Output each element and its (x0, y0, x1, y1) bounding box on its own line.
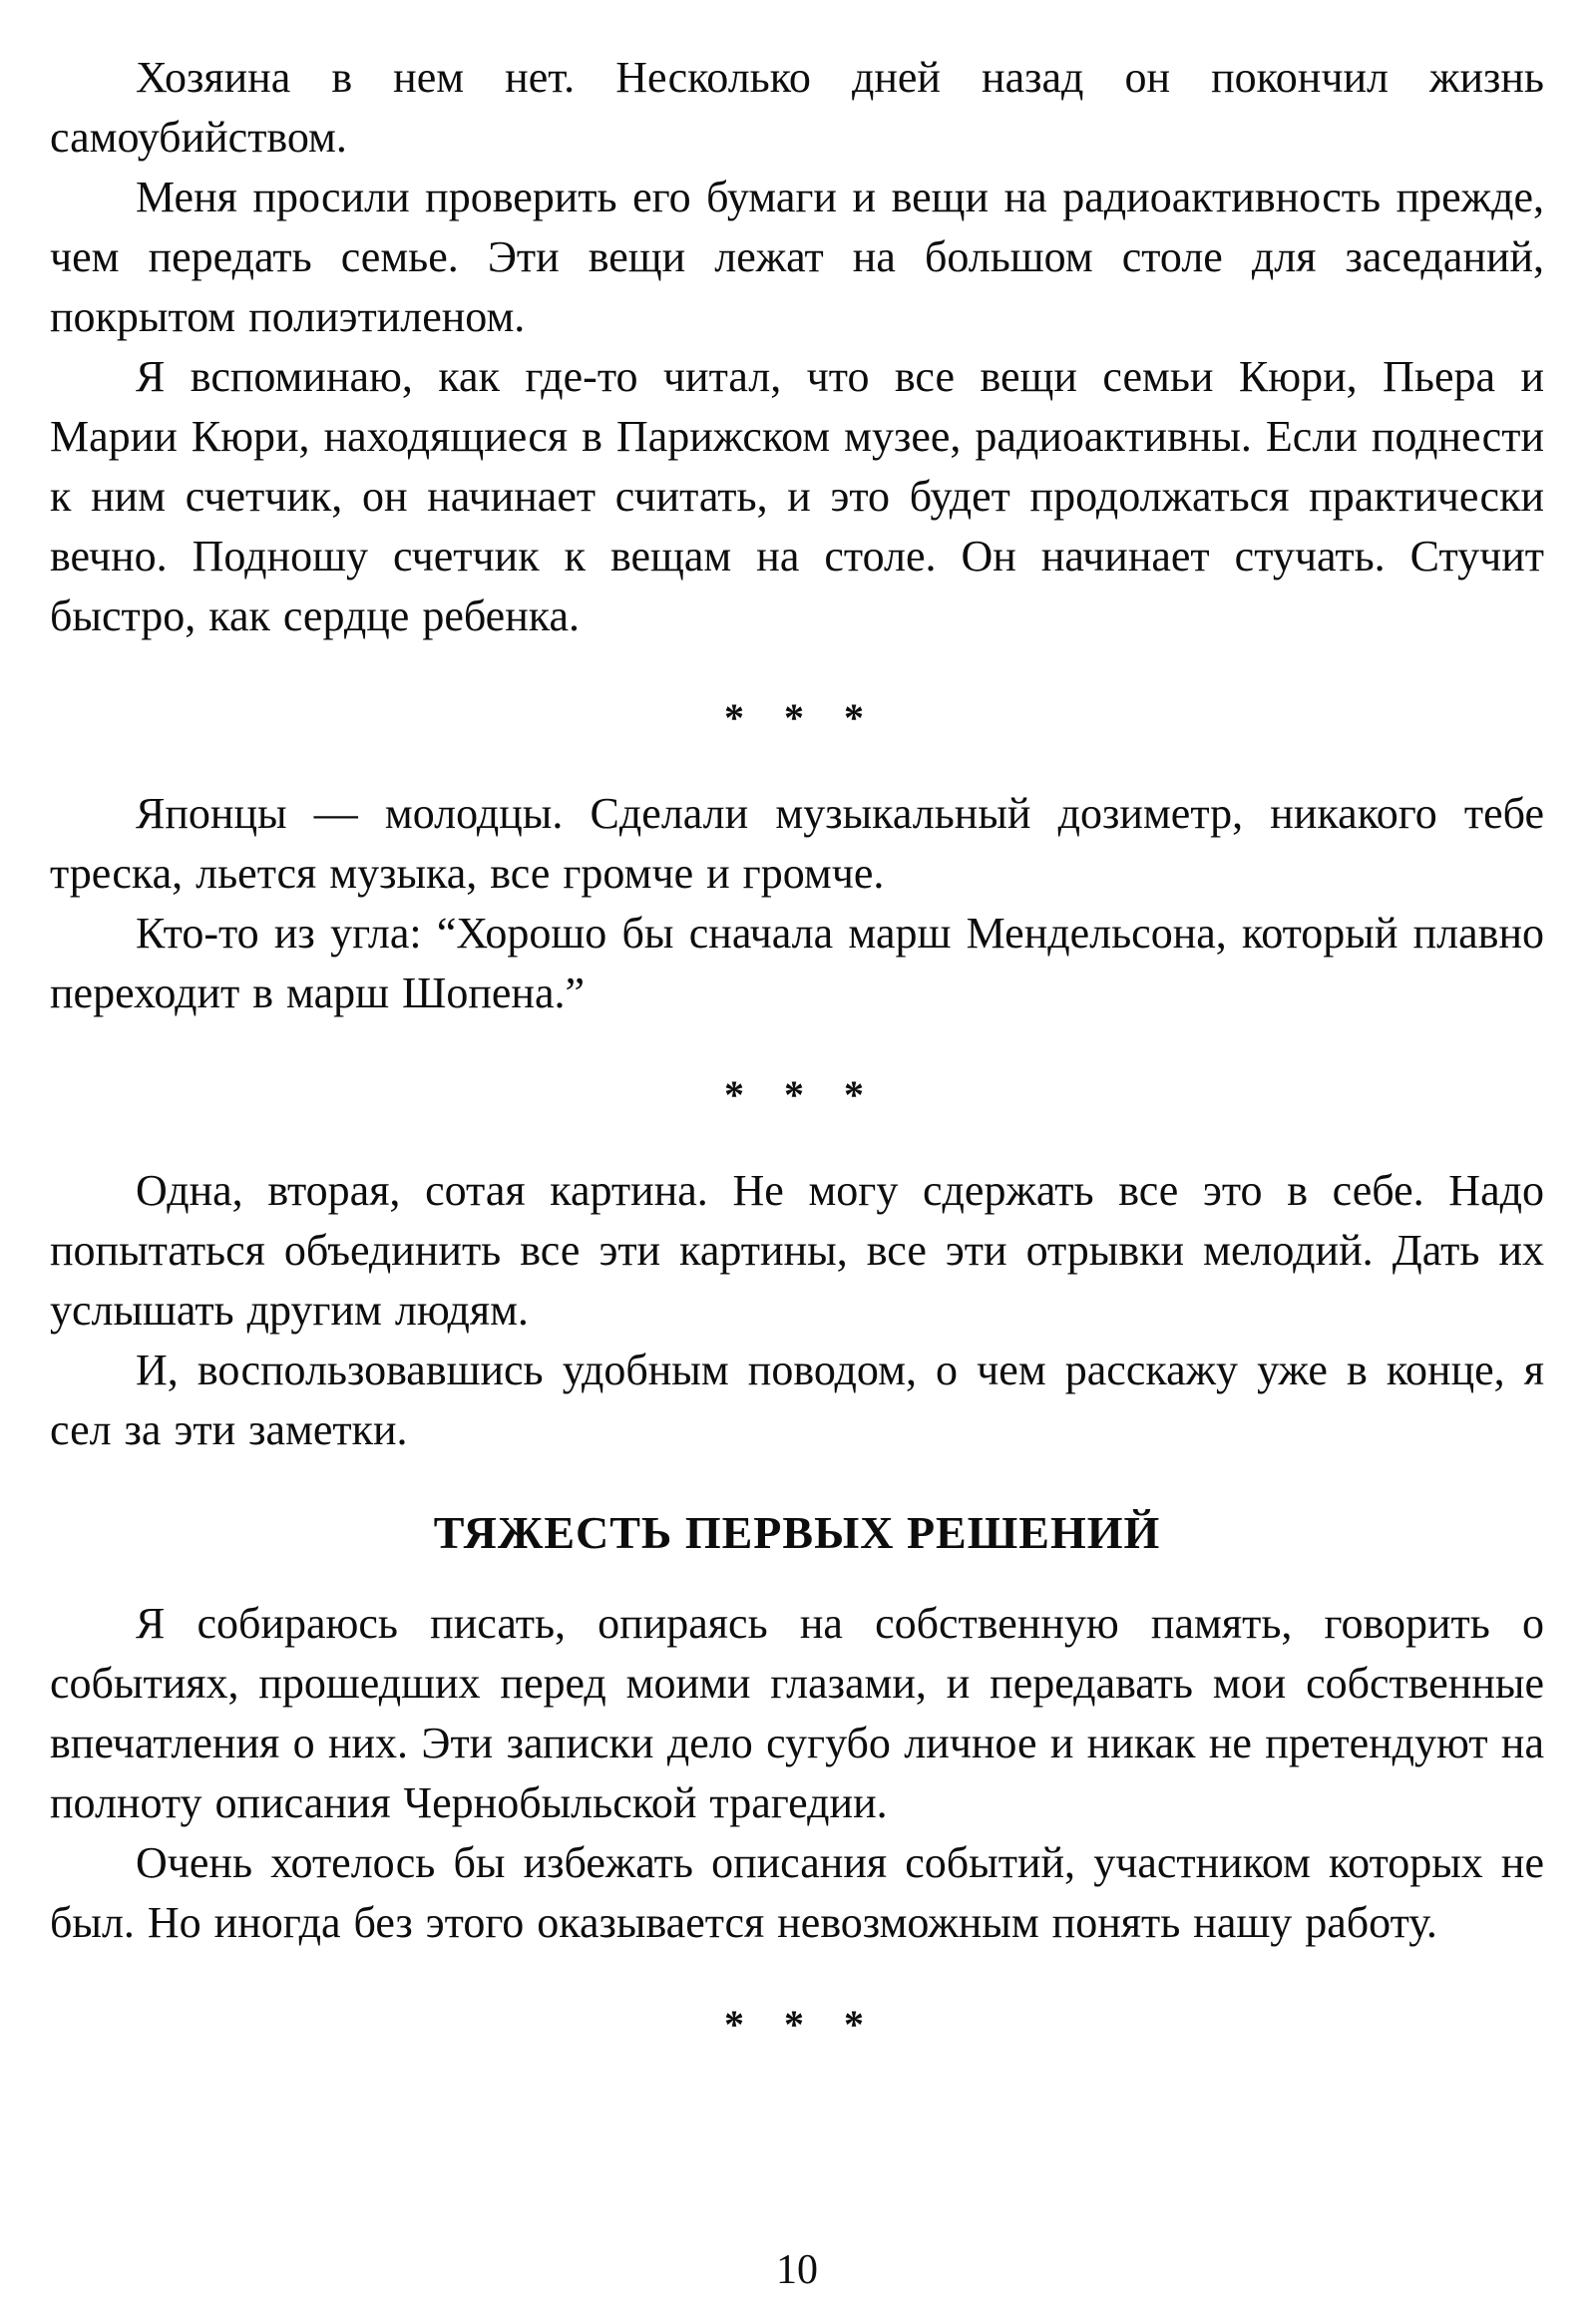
paragraph-avoid-descriptions: Очень хотелось бы избежать описания событий, участником которых не был. Но иногда без этого оказывается невозможным понять нашу работу. (50, 1838, 1544, 1947)
bottom-spacer (50, 2091, 1544, 2228)
page-number: 10 (776, 2247, 818, 2293)
paragraph-check-belongings: Меня просили проверить его бумаги и вещи на радиоактивность прежде, чем передать семье. Эти вещи лежат на большом столе для заседаний, покрытом полиэтиленом. (50, 173, 1544, 341)
paragraph-japanese-dosimeter: Японцы — молодцы. Сделали музыкальный дозиметр, никакого тебе треска, льется музыка, все громче и громче. (50, 789, 1544, 898)
paragraph-owner-gone: Хозяина в нем нет. Несколько дней назад он покончил жизнь самоубийством. (50, 53, 1544, 162)
section-separator: * * * (724, 2002, 870, 2047)
paragraph-writing-from-memory: Я собираюсь писать, опираясь на собственную память, говорить о событиях, прошедших перед моими глазами, и передавать мои собственные впечатления о них. Эти записки дело сугубо личное и никак не претендуют на полноту описания Чернобыльской трагедии. (50, 1599, 1544, 1827)
paragraph-began-notes: И, воспользовавшись удобным поводом, о чем расскажу уже в конце, я сел за эти заметки. (50, 1346, 1544, 1454)
paragraph-curie-museum: Я вспоминаю, как где-то читал, что все вещи семьи Кюри, Пьера и Марии Кюри, находящиеся в Парижском музее, радиоактивны. Если поднести к ним счетчик, он начинает считать, и это будет продолжаться практически вечно. Подношу счетчик к вещам на столе. Он начинает стучать. Стучит быстро, как сердце ребенка. (50, 352, 1544, 640)
section-separator: * * * (724, 1072, 870, 1117)
chapter-heading: ТЯЖЕСТЬ ПЕРВЫХ РЕШЕНИЙ (433, 1507, 1161, 1558)
section-separator: * * * (724, 695, 870, 740)
paragraph-mendelssohn-quote: Кто-то из угла: “Хорошо бы сначала марш Мендельсона, который плавно переходит в марш Шопена.” (50, 909, 1544, 1017)
paragraph-hundred-pictures: Одна, вторая, сотая картина. Не могу сдержать все это в себе. Надо попытаться объединить все эти картины, все эти отрывки мелодий. Дать их услышать другим людям. (50, 1166, 1544, 1335)
